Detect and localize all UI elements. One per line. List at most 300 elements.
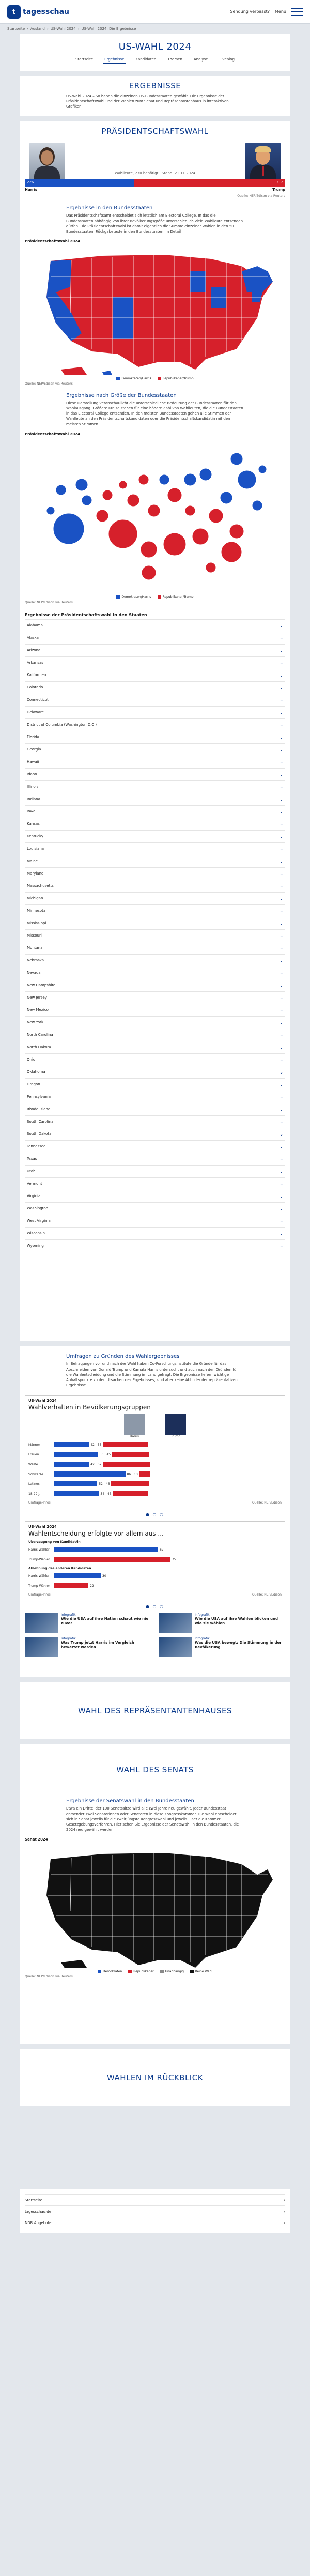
state-row[interactable]: [25, 656, 285, 669]
trump-share-bar: [103, 1442, 148, 1447]
state-row[interactable]: [25, 793, 285, 805]
senate-legend-rep-label: Republikaner: [133, 1970, 154, 1974]
state-name: Minnesota: [27, 909, 46, 913]
state-row[interactable]: [25, 1004, 285, 1016]
bubble-legend-dem-label: Demokraten/Harris: [121, 595, 151, 599]
survey-value: 67: [160, 1547, 164, 1552]
state-row[interactable]: [25, 1016, 285, 1029]
harris-share-value: 42: [90, 1443, 95, 1447]
state-name: Michigan: [27, 896, 43, 901]
state-bubble[interactable]: [102, 490, 113, 500]
state-name: New Hampshire: [27, 983, 56, 988]
state-name: New Mexico: [27, 1008, 49, 1013]
state-alaska[interactable]: [61, 367, 87, 375]
chevron-down-icon: ⌄: [280, 883, 283, 888]
footer-item[interactable]: [25, 2194, 285, 2205]
state-name: Vermont: [27, 1182, 42, 1186]
candidate-harris: [25, 143, 69, 179]
state-row[interactable]: [25, 1128, 285, 1140]
trump-share-bar: [111, 1481, 149, 1486]
state-row[interactable]: [25, 681, 285, 694]
state-name: Oregon: [27, 1082, 40, 1087]
chevron-down-icon: ⌄: [280, 1206, 283, 1211]
state-row[interactable]: [25, 842, 285, 855]
state-bubble[interactable]: [96, 510, 109, 522]
state-name: Montana: [27, 946, 43, 950]
chevron-down-icon: ⌄: [280, 648, 283, 653]
state-bubble[interactable]: [167, 488, 182, 502]
state-name: North Carolina: [27, 1033, 53, 1037]
senate-card: [20, 1744, 290, 2044]
carousel-dots-2[interactable]: ● ○ ○: [145, 1604, 165, 1609]
state-row[interactable]: [25, 1227, 285, 1239]
trump-share-bar: [112, 1452, 149, 1457]
tab-analyse[interactable]: Analyse: [193, 57, 208, 62]
state-name: West Virginia: [27, 1219, 51, 1223]
state-bubble[interactable]: [258, 465, 267, 473]
group-row: [28, 1460, 282, 1468]
state-name: Kalifornien: [27, 673, 47, 678]
chevron-down-icon: ⌄: [280, 1144, 283, 1149]
footer-item[interactable]: [25, 2205, 285, 2217]
survey-row: [28, 1555, 282, 1563]
survey-title: Umfragen zu Gründen des Wahlergebnisses: [66, 1354, 180, 1360]
trump-share-value: 57: [97, 1462, 102, 1466]
result-header: [20, 139, 290, 179]
state-bubble[interactable]: [142, 565, 156, 580]
teaser-item[interactable]: [159, 1637, 285, 1657]
state-row[interactable]: [25, 830, 285, 842]
results-title: ERGEBNISSE: [129, 81, 181, 90]
menu-label[interactable]: Menü: [275, 9, 286, 14]
trump-name: Trump: [272, 188, 285, 192]
chevron-right-icon: ›: [284, 2209, 285, 2214]
state-row[interactable]: [25, 632, 285, 644]
state-bubble[interactable]: [119, 481, 127, 489]
trump-bar: [134, 179, 285, 187]
state-row[interactable]: [25, 1165, 285, 1177]
decision-info-link[interactable]: Umfrage-Infos: [28, 1593, 51, 1597]
chevron-down-icon: ⌄: [280, 809, 283, 814]
group-row: [28, 1490, 282, 1498]
chevron-down-icon: ⌄: [280, 1094, 283, 1099]
state-name: New Jersey: [27, 995, 47, 1000]
tab-startseite[interactable]: Startseite: [75, 57, 94, 62]
map-source: Quelle: NEP/Edison via Reuters: [25, 381, 73, 386]
legend-dem: [116, 377, 151, 380]
state-name: Alaska: [27, 636, 39, 640]
survey-row-label: Trump-Wähler: [28, 1557, 50, 1561]
state-row[interactable]: [25, 1053, 285, 1066]
state-name: Delaware: [27, 710, 44, 715]
footer-item[interactable]: [25, 2217, 285, 2228]
state-name: Connecticut: [27, 698, 49, 702]
chevron-down-icon: ⌄: [280, 772, 283, 777]
state-bubble[interactable]: [221, 542, 242, 562]
trump-share-bar: [140, 1471, 150, 1477]
survey-row-label: Harris-Wähler: [28, 1574, 50, 1578]
carousel-dots[interactable]: ● ○ ○: [145, 1512, 165, 1517]
page-header-card: [20, 34, 290, 71]
state-bubble[interactable]: [138, 474, 149, 485]
state-bubble[interactable]: [199, 468, 212, 481]
chevron-down-icon: ⌄: [280, 945, 283, 950]
decision-card: [25, 1521, 285, 1600]
chevron-down-icon: ⌄: [280, 1119, 283, 1124]
chevron-down-icon: ⌄: [280, 821, 283, 826]
state-bubble[interactable]: [229, 524, 244, 539]
state-row[interactable]: [25, 669, 285, 681]
chevron-down-icon: ⌄: [280, 1082, 283, 1087]
state-bubble[interactable]: [47, 507, 55, 515]
state-row[interactable]: [25, 1066, 285, 1078]
presidential-source: Quelle: NEP/Edison via Reuters: [237, 194, 285, 198]
tab-ergebnisse[interactable]: Ergebnisse: [103, 56, 126, 64]
state-bubble[interactable]: [163, 533, 186, 556]
state-bubble[interactable]: [185, 505, 195, 516]
chevron-down-icon: ⌄: [280, 672, 283, 678]
senate-chart-title: Senat 2024: [25, 1837, 48, 1842]
trump-share-value: 46: [105, 1482, 110, 1486]
state-row[interactable]: [25, 1140, 285, 1153]
voter-groups-title: Wahlverhalten in Bevölkerungsgruppen: [28, 1404, 151, 1412]
state-row[interactable]: [25, 619, 285, 632]
state-new-mexico[interactable]: [113, 318, 133, 339]
state-name: Mississippi: [27, 921, 47, 926]
state-bubble[interactable]: [82, 495, 92, 505]
state-bubble[interactable]: [53, 513, 84, 544]
legend-rep: [158, 377, 194, 380]
teaser-item[interactable]: [25, 1613, 151, 1633]
state-row[interactable]: [25, 805, 285, 818]
chevron-down-icon: ⌄: [280, 635, 283, 640]
state-bubble[interactable]: [148, 504, 160, 517]
state-bubble[interactable]: [141, 541, 157, 558]
harris-share-bar: [54, 1442, 89, 1447]
survey-card: [20, 1346, 290, 1677]
state-row[interactable]: [25, 1029, 285, 1041]
results-intro-card: [20, 76, 290, 116]
state-row[interactable]: [25, 1115, 285, 1128]
state-name: Texas: [27, 1157, 37, 1161]
chevron-down-icon: ⌄: [280, 921, 283, 926]
teaser-title: Wie die USA auf ihre Wahlen blicken und wie sie wählen: [195, 1617, 278, 1626]
logo-mark: t: [7, 5, 21, 19]
state-name: North Dakota: [27, 1045, 51, 1050]
trump-share-value: 43: [107, 1492, 112, 1496]
teaser-image: [25, 1637, 58, 1657]
state-name: Hawaii: [27, 760, 39, 764]
state-name: Utah: [27, 1169, 36, 1174]
survey-bar: [54, 1573, 101, 1578]
harris-share-bar: [54, 1481, 97, 1486]
chevron-down-icon: ⌄: [280, 623, 283, 628]
state-row[interactable]: [25, 718, 285, 731]
state-name: Missouri: [27, 933, 42, 938]
teaser-item[interactable]: [159, 1613, 285, 1633]
state-name: Ohio: [27, 1057, 36, 1062]
chevron-down-icon: ⌄: [280, 1131, 283, 1137]
state-name: Arkansas: [27, 661, 43, 665]
state-name: Idaho: [27, 772, 37, 777]
harris-name: Harris: [25, 188, 38, 192]
col-trump: Trump: [171, 1435, 181, 1439]
missed-broadcast-link[interactable]: Sendung verpasst?: [230, 9, 270, 14]
legend-rep-label: Republikaner/Trump: [162, 376, 194, 380]
state-row[interactable]: [25, 904, 285, 917]
teaser-title: Was die USA bewegt: Die Stimmung in der Bevölkerung: [195, 1640, 282, 1650]
survey-value: 22: [90, 1584, 94, 1588]
bubble-section-text: [20, 390, 290, 430]
state-bubble[interactable]: [109, 519, 137, 548]
logo-text: tagesschau: [23, 7, 70, 16]
candidate-trump: [241, 143, 285, 179]
state-row[interactable]: [25, 855, 285, 867]
site-header: [0, 0, 310, 24]
decision-title: Wahlentscheidung erfolgte vor allem aus ...: [28, 1530, 164, 1538]
state-row[interactable]: [25, 1078, 285, 1091]
state-name: South Carolina: [27, 1120, 54, 1124]
teaser-item[interactable]: [25, 1637, 151, 1657]
state-row[interactable]: [25, 1103, 285, 1115]
chevron-down-icon: ⌄: [280, 1218, 283, 1223]
states-accordion: [20, 619, 290, 1252]
teaser-kicker: Infografik: [61, 1613, 76, 1617]
state-bubble[interactable]: [230, 453, 243, 465]
survey-info-link[interactable]: Umfrage-Infos: [28, 1501, 51, 1505]
harris-share-value: 42: [90, 1462, 95, 1466]
site-logo[interactable]: [7, 5, 69, 19]
state-row[interactable]: [25, 731, 285, 743]
teaser-image: [159, 1613, 192, 1633]
senate-source: Quelle: NEP/Edison via Reuters: [25, 1975, 73, 1979]
senate-alaska[interactable]: [61, 1960, 87, 1968]
map-section-title: Ergebnisse in den Bundesstaaten: [66, 205, 153, 211]
state-bubble[interactable]: [192, 528, 209, 545]
teaser-title: Wie die USA auf ihre Nation schaut wie nie zuvor: [61, 1617, 149, 1626]
state-row[interactable]: [25, 880, 285, 892]
state-row[interactable]: [25, 954, 285, 967]
survey-bar: [54, 1557, 171, 1562]
state-name: South Dakota: [27, 1132, 52, 1137]
state-colorado[interactable]: [113, 297, 133, 318]
tab-kandidaten[interactable]: Kandidaten: [135, 57, 157, 62]
state-minnesota[interactable]: [190, 271, 206, 292]
bubble-section-paragraph: Diese Darstellung veranschaulicht die unterschiedliche Bedeutung der Bundesstaaten für den Wahlausgang. Größere Kreise stehen für eine höhere Zahl von Wahlleuten, die die Bundesstaaten in das Electoral College entsenden. In den meisten Bundesstaaten gehen alle Stimmen der Wahlleute an den Präsidentschaftskandidaten oder die Präsidentschaftskandidatin mit den meisten Stimmen.: [66, 401, 243, 426]
state-row[interactable]: [25, 1153, 285, 1165]
harris-share-value: 53: [99, 1452, 104, 1456]
senate-legend: [20, 1970, 290, 1973]
state-name: Iowa: [27, 809, 36, 814]
chevron-down-icon: ⌄: [280, 1243, 283, 1248]
state-row[interactable]: [25, 1190, 285, 1202]
harris-share-value: 86: [127, 1472, 131, 1476]
tab-themen[interactable]: Themen: [167, 57, 182, 62]
state-name: Georgia: [27, 747, 41, 752]
state-bubble[interactable]: [220, 492, 233, 504]
harris-share-value: 54: [100, 1492, 105, 1496]
state-row[interactable]: [25, 917, 285, 929]
state-row[interactable]: [25, 1177, 285, 1190]
senate-map-title: Ergebnisse der Senatswahl in den Bundesstaaten: [66, 1798, 194, 1804]
state-name: Wisconsin: [27, 1231, 45, 1236]
senate-title: WAHL DES SENATS: [116, 1765, 194, 1775]
teaser-image: [159, 1637, 192, 1657]
chevron-down-icon: ⌄: [280, 1057, 283, 1062]
state-bubble[interactable]: [206, 562, 216, 573]
chevron-down-icon: ⌄: [280, 983, 283, 988]
chevron-down-icon: ⌄: [280, 1107, 283, 1112]
state-name: Kansas: [27, 822, 40, 826]
voter-groups-rows: [28, 1440, 282, 1498]
state-row[interactable]: [25, 1202, 285, 1215]
state-row[interactable]: [25, 743, 285, 756]
senate-legend-dem: [98, 1970, 122, 1973]
state-hawaii[interactable]: [102, 371, 113, 375]
us-results-map[interactable]: [20, 246, 290, 375]
trump-share-bar: [103, 1462, 150, 1467]
state-row[interactable]: [25, 1239, 285, 1252]
tab-liveblog[interactable]: Liveblog: [219, 57, 235, 62]
state-name: District of Columbia (Washington D.C.): [27, 723, 97, 727]
state-name: Arizona: [27, 648, 41, 653]
state-name: Alabama: [27, 623, 43, 628]
chevron-down-icon: ⌄: [280, 1045, 283, 1050]
chevron-down-icon: ⌄: [280, 1020, 283, 1025]
us-bubble-chart[interactable]: [20, 438, 290, 593]
breadcrumb-item: US-Wahl 2024: Die Ergebnisse: [81, 27, 136, 31]
group-row: [28, 1440, 282, 1449]
state-row[interactable]: [25, 892, 285, 904]
map-chart-title: Präsidentschaftswahl 2024: [25, 239, 81, 243]
chevron-down-icon: ⌄: [280, 896, 283, 901]
breadcrumb-item[interactable]: US-Wahl 2024: [50, 27, 76, 31]
state-bubble[interactable]: [75, 479, 88, 491]
state-row[interactable]: [25, 1215, 285, 1227]
harris-share-bar: [54, 1471, 126, 1477]
state-name: Virginia: [27, 1194, 41, 1199]
survey-value: 75: [172, 1557, 176, 1561]
chevron-down-icon: ⌄: [280, 759, 283, 764]
chevron-down-icon: ⌄: [280, 1069, 283, 1075]
footer-card: [20, 2189, 290, 2233]
state-row[interactable]: [25, 942, 285, 954]
state-name: Maryland: [27, 871, 44, 876]
bubble-source: Quelle: NEP/Edison via Reuters: [25, 600, 73, 604]
states-list-title: Ergebnisse der Präsidentschaftswahl in den Staaten: [25, 612, 147, 617]
chevron-down-icon: ⌄: [280, 995, 283, 1000]
state-bubble[interactable]: [252, 500, 262, 511]
survey-text: [20, 1346, 290, 1391]
state-bubble[interactable]: [159, 474, 169, 485]
trump-photo: [245, 143, 281, 179]
state-bubble[interactable]: [56, 485, 66, 495]
state-row[interactable]: [25, 979, 285, 991]
survey-row: [28, 1545, 282, 1554]
teaser-image: [25, 1613, 58, 1633]
bubble-legend-rep-label: Republikaner/Trump: [162, 595, 194, 599]
chevron-down-icon: ⌄: [280, 1181, 283, 1186]
state-row[interactable]: [25, 991, 285, 1004]
survey-value: 30: [102, 1574, 106, 1578]
teaser-kicker: Infografik: [195, 1637, 210, 1641]
col-harris: Harris: [130, 1435, 139, 1439]
group-label: Latinos: [28, 1482, 40, 1486]
chevron-right-icon: ›: [284, 2198, 285, 2202]
group-label: Weiße: [28, 1462, 38, 1466]
state-name: Massachusetts: [27, 884, 54, 888]
survey-source: Quelle: NEP/Edison: [252, 1501, 282, 1505]
state-name: Rhode Island: [27, 1107, 51, 1112]
voter-groups-card: [25, 1395, 285, 1508]
chevron-down-icon: ⌄: [280, 834, 283, 839]
map-section-text: [20, 202, 290, 237]
menu-icon[interactable]: [291, 8, 303, 16]
voter-groups-kicker: US-Wahl 2024: [28, 1399, 57, 1403]
state-bubble[interactable]: [209, 509, 223, 523]
state-row[interactable]: [25, 706, 285, 718]
state-name: Florida: [27, 735, 39, 740]
state-row[interactable]: [25, 818, 285, 830]
harris-share-bar: [54, 1491, 99, 1496]
teaser-kicker: Infografik: [195, 1613, 210, 1617]
state-row[interactable]: [25, 768, 285, 780]
state-row[interactable]: [25, 644, 285, 656]
senate-map[interactable]: [20, 1844, 290, 1968]
decision-group-2: Ablehnung des anderen Kandidaten: [28, 1567, 91, 1571]
survey-row-label: Harris-Wähler: [28, 1547, 50, 1552]
state-row[interactable]: [25, 780, 285, 793]
survey-paragraph: In Befragungen vor und nach der Wahl haben Co-Forschungsinstitute die Gründe für das Abschneiden von Donald Trump und Kamala Harris untersucht und auch nach den Gründen für die Wahlentscheidung und die Stimmung im Land gefragt. Die Ergebnisse liefern wichtige Anhaltspunkte zu den Ursachen des Ergebnisses, sind aber keine Abbilder der repräsentativen Ergebnisse.: [66, 1362, 238, 1387]
chevron-down-icon: ⌄: [280, 685, 283, 690]
breadcrumb-item[interactable]: Ausland: [30, 27, 45, 31]
chevron-down-icon: ⌄: [280, 784, 283, 789]
state-name: Kentucky: [27, 834, 43, 839]
chevron-down-icon: ⌄: [280, 858, 283, 864]
group-label: Männer: [28, 1443, 40, 1447]
state-name: New York: [27, 1020, 44, 1025]
decision-kicker: US-Wahl 2024: [28, 1525, 57, 1529]
state-row[interactable]: [25, 929, 285, 942]
state-bubble[interactable]: [238, 470, 256, 489]
state-bubble[interactable]: [127, 494, 140, 507]
senate-legend-rep: [128, 1970, 153, 1973]
trump-share-bar: [113, 1491, 149, 1496]
chevron-down-icon: ⌄: [280, 660, 283, 665]
state-row[interactable]: [25, 694, 285, 706]
breadcrumb-item[interactable]: Startseite: [7, 27, 25, 31]
footer-item-label: tagesschau.de: [25, 2209, 52, 2214]
state-row[interactable]: [25, 867, 285, 880]
state-row[interactable]: [25, 1091, 285, 1103]
state-row[interactable]: [25, 1041, 285, 1053]
group-label: Frauen: [28, 1452, 39, 1456]
state-bubble[interactable]: [184, 473, 196, 486]
senate-paragraph: Etwa ein Drittel der 100 Senatssitze wird alle zwei Jahre neu gewählt. Jeder Bundesstaat entsendet zwei Senatorinnen oder Senatoren in diese Kongresskammer. Die Wahl entscheidet sich in Senat jeweils für die zweitjüngste Kongresswahl und jeweils lilaer die Kammer Gesetzgebungsverfahren. Hier sehen Sie Ergebnisse der Senatswahl in den Bundesstaaten, die 2024 neu gewählt werden.: [66, 1806, 239, 1832]
harris-photo: [29, 143, 65, 179]
chevron-down-icon: ⌄: [280, 1231, 283, 1236]
state-name: Nebraska: [27, 958, 44, 963]
survey-row-label: Trump-Wähler: [28, 1584, 50, 1588]
state-row[interactable]: [25, 967, 285, 979]
senate-legend-none: [190, 1970, 212, 1973]
house-card: [20, 1682, 290, 1739]
legend-dem-label: Demokraten/Harris: [121, 376, 151, 380]
state-row[interactable]: [25, 756, 285, 768]
chevron-down-icon: ⌄: [280, 871, 283, 876]
presidential-card: [20, 121, 290, 1341]
state-name: Wyoming: [27, 1244, 44, 1248]
